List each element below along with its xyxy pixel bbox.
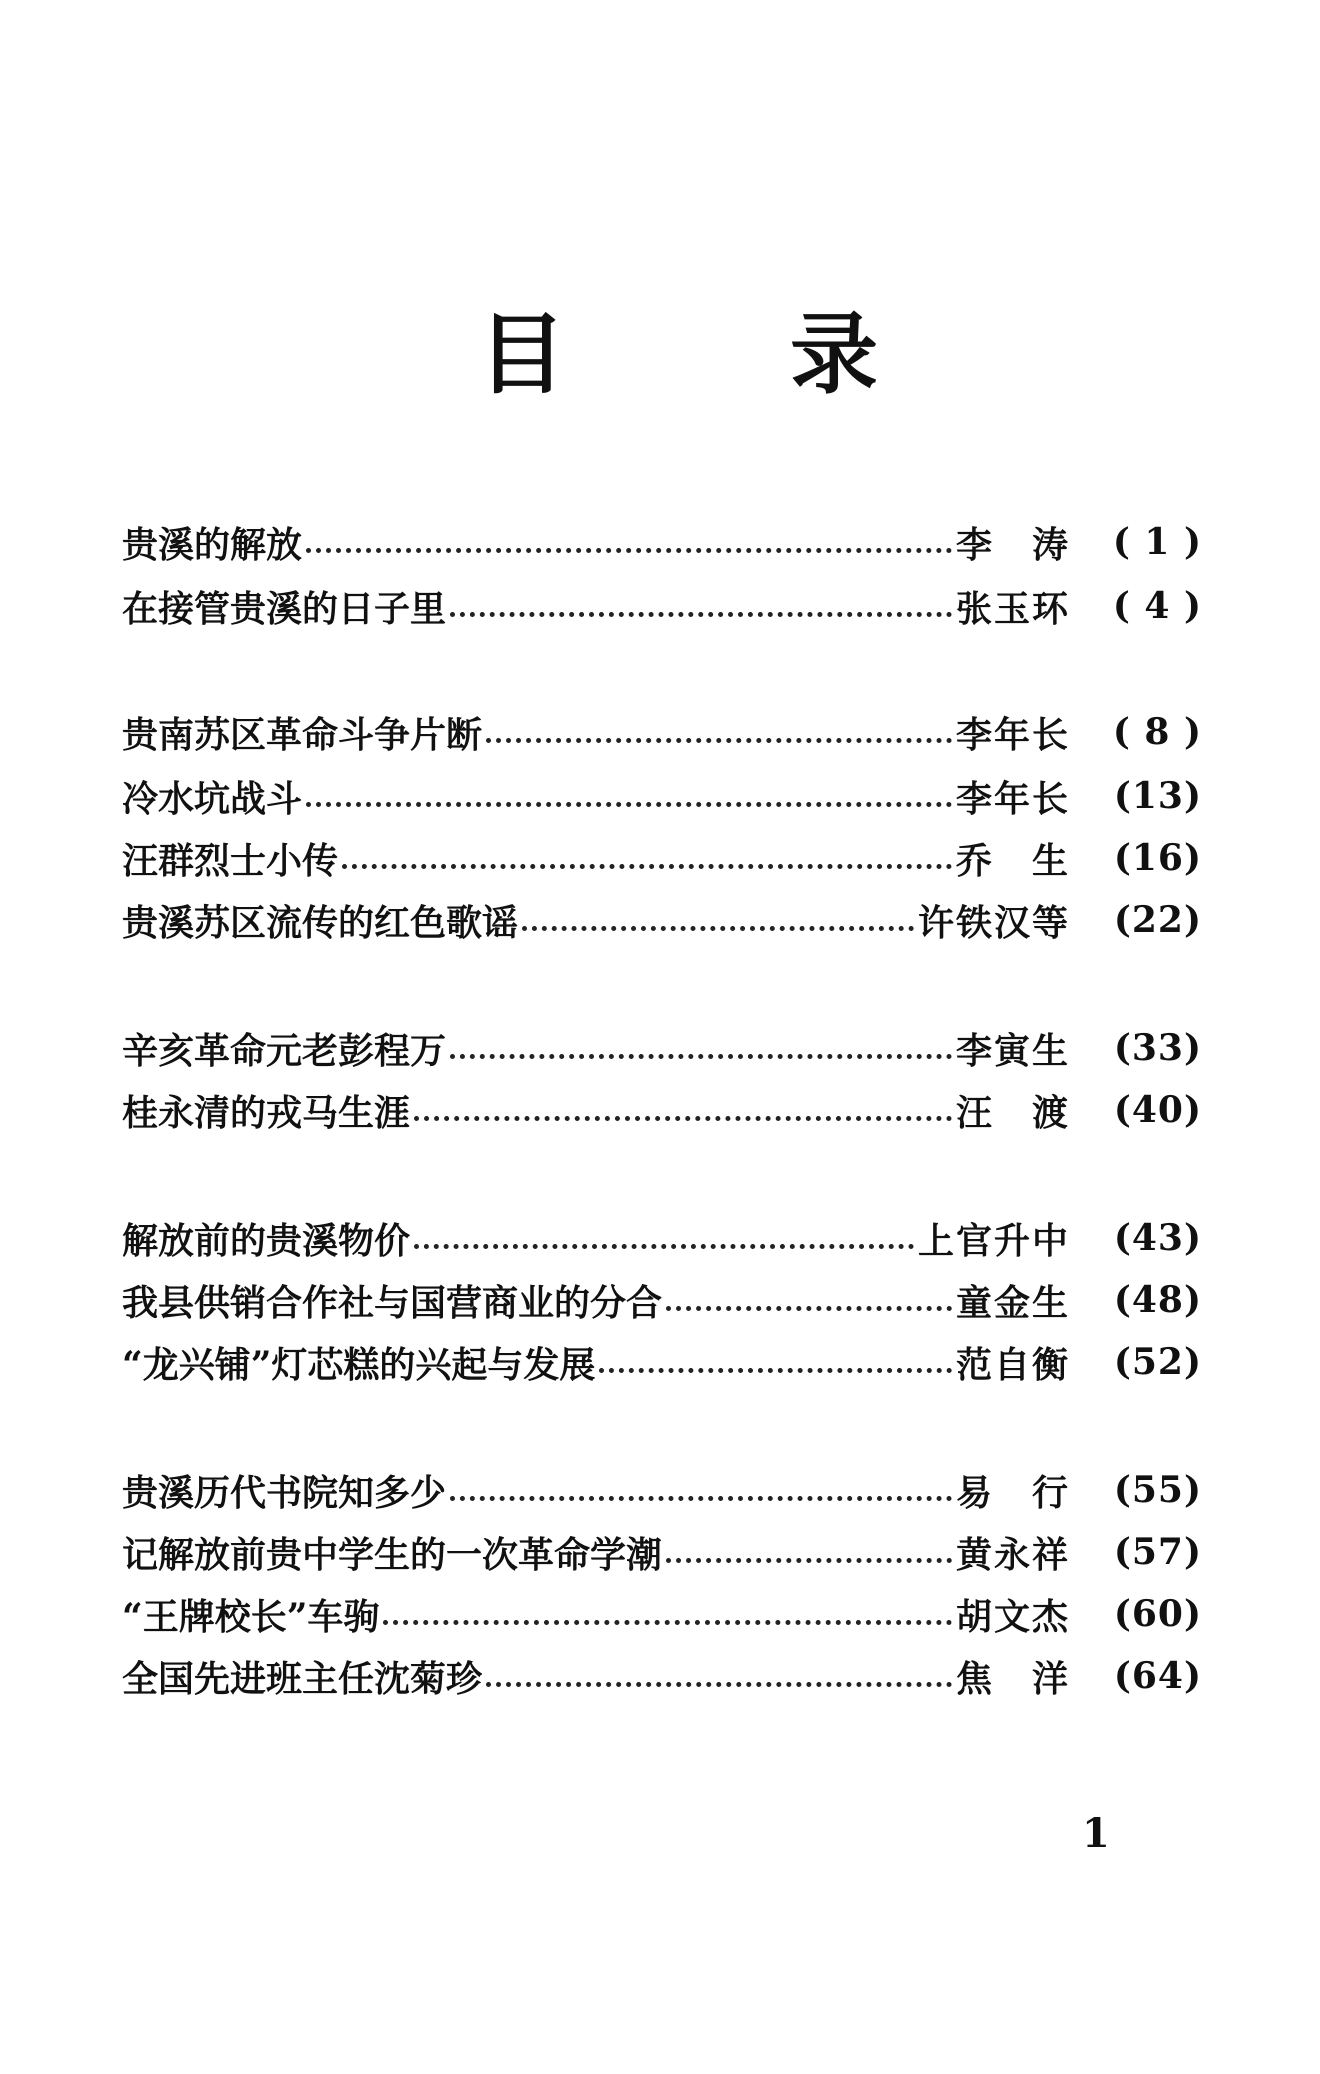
entry-page: ( 1 ) [1112,521,1202,563]
dot-leader [342,864,952,869]
toc-entry[interactable] [122,1462,1202,1518]
entry-author: 范自衡 [955,1343,1070,1386]
entry-page: (40) [1113,1089,1202,1131]
entry-author: 乔 生 [955,839,1070,882]
entry-author: 李 涛 [955,523,1070,566]
entry-author: 易 行 [955,1471,1070,1514]
toc-entry[interactable] [122,1648,1202,1704]
entry-author: 上官升中 [917,1219,1070,1262]
dot-leader [414,1116,952,1121]
entry-title: 贵溪的解放 [122,523,303,566]
entry-title: 桂永清的戎马生涯 [122,1091,411,1134]
entry-page: (55) [1113,1469,1202,1511]
toc-entry[interactable] [122,1210,1202,1266]
entry-page: (43) [1113,1217,1202,1259]
dot-leader [666,1306,952,1311]
toc-entry[interactable] [122,830,1202,886]
entry-title: 贵溪历代书院知多少 [122,1471,447,1514]
toc-entry[interactable] [122,768,1202,824]
entry-page: (48) [1113,1279,1202,1321]
entry-author: 黄永祥 [955,1533,1070,1576]
entry-page: ( 4 ) [1112,585,1202,627]
entry-author: 李年长 [955,713,1070,756]
entry-author: 李寅生 [955,1029,1070,1072]
entry-title: “王牌校长”车驹 [122,1595,380,1638]
entry-title: 贵溪苏区流传的红色歌谣 [122,901,519,944]
toc-entry[interactable] [122,1272,1202,1328]
entry-page: (57) [1113,1531,1202,1573]
entry-page: (60) [1113,1593,1202,1635]
entry-title: 在接管贵溪的日子里 [122,587,447,630]
entry-page: (33) [1113,1027,1202,1069]
entry-page: (13) [1113,775,1202,817]
entry-title: 解放前的贵溪物价 [122,1219,411,1262]
page-title [0,300,1320,410]
dot-leader [306,802,952,807]
toc-entry[interactable] [122,892,1202,948]
entry-page: (64) [1113,1655,1202,1697]
toc-entry[interactable] [122,704,1202,760]
entry-title: 记解放前贵中学生的一次革命学潮 [122,1533,663,1576]
dot-leader [522,926,914,931]
dot-leader [306,548,952,553]
dot-leader [383,1620,952,1625]
entry-page: (52) [1113,1341,1202,1383]
toc-entry[interactable] [122,514,1202,570]
entry-author: 张玉环 [955,587,1070,630]
entry-page: ( 8 ) [1112,711,1202,753]
entry-page: (22) [1113,899,1202,941]
entry-author: 汪 渡 [955,1091,1070,1134]
entry-title: “龙兴铺”灯芯糕的兴起与发展 [122,1343,596,1386]
toc-entry[interactable] [122,578,1202,634]
dot-leader [450,1496,952,1501]
toc-entry[interactable] [122,1586,1202,1642]
entry-page: (16) [1113,837,1202,879]
title-char-1: 目 [478,303,567,406]
entry-title: 汪群烈士小传 [122,839,339,882]
dot-leader [486,1682,952,1687]
entry-title: 辛亥革命元老彭程万 [122,1029,447,1072]
dot-leader [599,1368,952,1373]
entry-title: 贵南苏区革命斗争片断 [122,713,483,756]
entry-title: 冷水坑战斗 [122,777,303,820]
entry-author: 许铁汉等 [917,901,1070,944]
toc-entry[interactable] [122,1082,1202,1138]
title-char-2: 录 [790,303,879,406]
entry-author: 胡文杰 [955,1595,1070,1638]
entry-author: 李年长 [955,777,1070,820]
entry-author: 童金生 [955,1281,1070,1324]
toc-entry[interactable] [122,1020,1202,1076]
dot-leader [486,738,952,743]
toc-entry[interactable] [122,1524,1202,1580]
page-number: 1 [1082,1810,1110,1857]
entry-author: 焦 洋 [955,1657,1070,1700]
entry-title: 我县供销合作社与国营商业的分合 [122,1281,663,1324]
toc-entry[interactable] [122,1334,1202,1390]
dot-leader [666,1558,952,1563]
dot-leader [450,1054,952,1059]
entry-title: 全国先进班主任沈菊珍 [122,1657,483,1700]
dot-leader [450,612,952,617]
dot-leader [414,1244,914,1249]
